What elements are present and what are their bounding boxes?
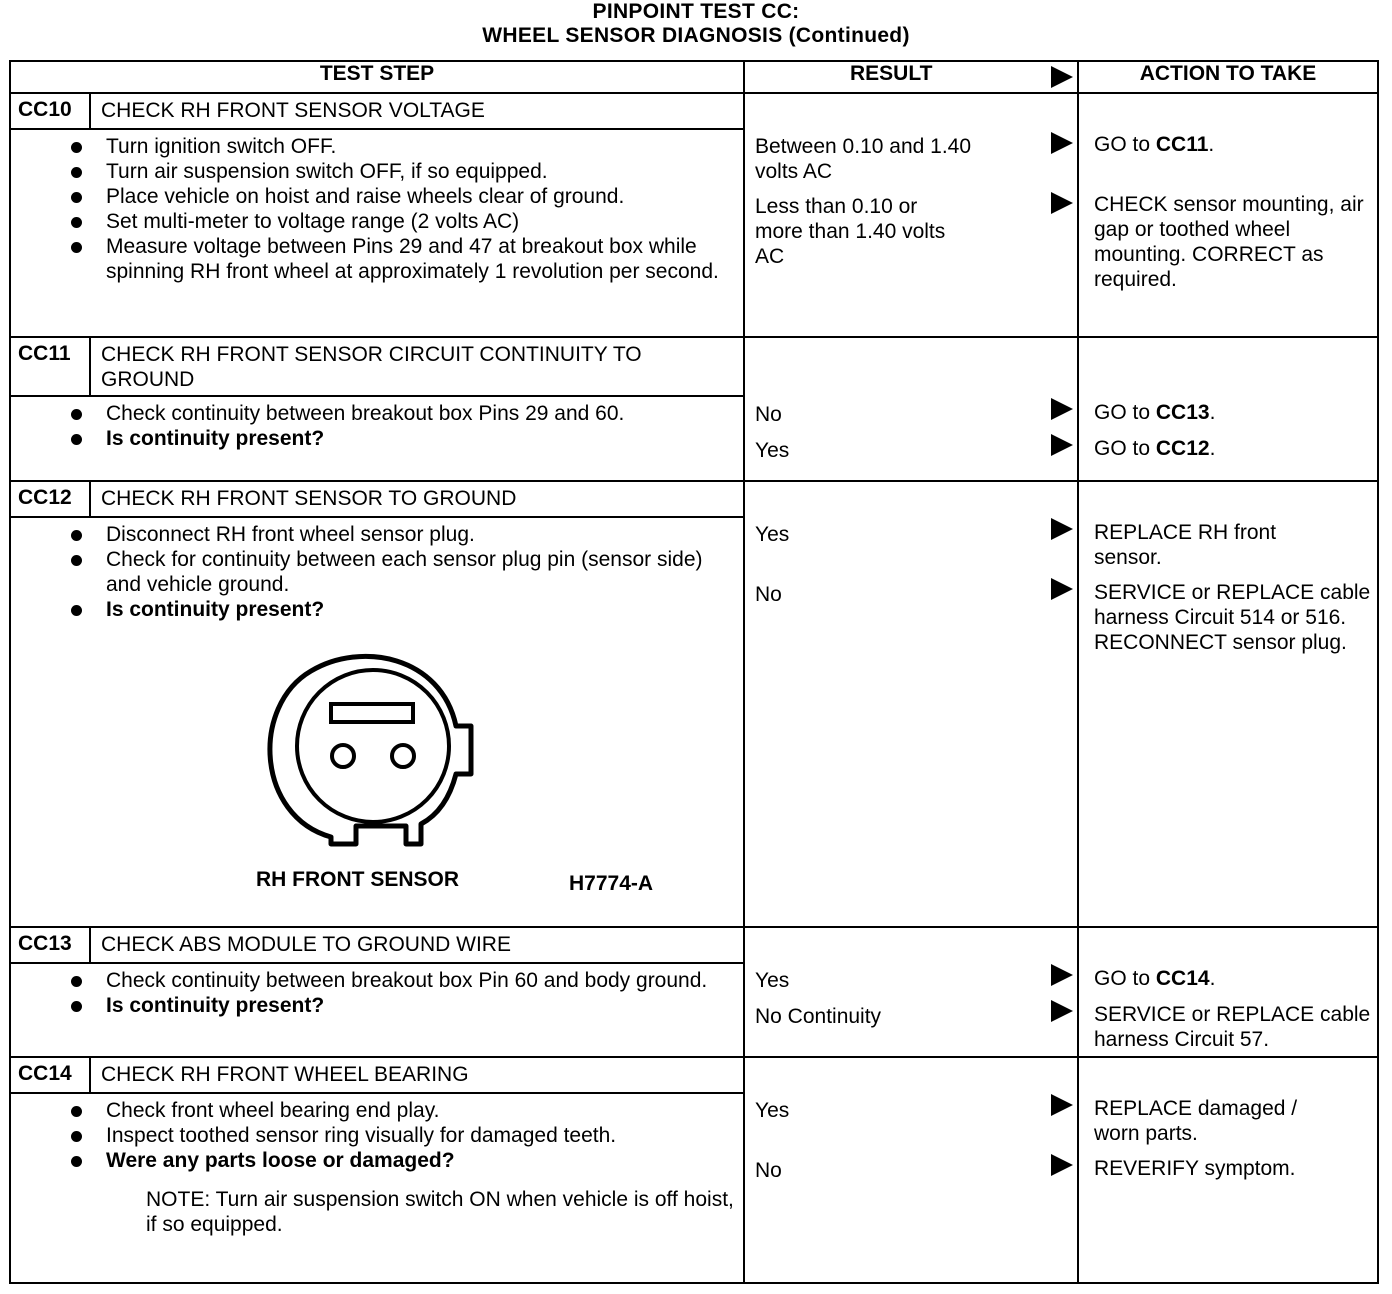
step-id: CC14 bbox=[11, 1058, 91, 1092]
action-cell bbox=[1078, 1057, 1378, 1283]
step-title: CHECK RH FRONT SENSOR TO GROUND bbox=[101, 487, 517, 510]
arrow-right-icon bbox=[1051, 132, 1073, 154]
step-cell-cc12 bbox=[10, 481, 744, 927]
arrow-right-icon bbox=[1051, 578, 1073, 600]
figure-label: RH FRONT SENSOR bbox=[256, 868, 460, 891]
action-cell bbox=[1078, 93, 1378, 337]
result-text: No bbox=[755, 583, 782, 606]
step-header bbox=[11, 94, 743, 130]
list-item: Check continuity between breakout box Pins 29 and 60. bbox=[106, 401, 735, 426]
result-text: Yes bbox=[755, 969, 790, 992]
table-header-row bbox=[10, 61, 1378, 93]
result-text: Less than 0.10 or more than 1.40 volts AC bbox=[755, 195, 946, 268]
step-bullets bbox=[11, 964, 743, 1022]
result-cell bbox=[744, 1057, 1078, 1283]
list-item: Check for continuity between each sensor plug pin (sensor side) and vehicle ground. bbox=[106, 547, 735, 597]
list-item: Place vehicle on hoist and raise wheels clear of ground. bbox=[106, 184, 735, 209]
list-item: Turn air suspension switch OFF, if so equipped. bbox=[106, 159, 735, 184]
action-text: CHECK sensor mounting, air gap or toothed wheel mounting. CORRECT as required. bbox=[1094, 193, 1364, 291]
action-text: GO to CC14. bbox=[1094, 967, 1216, 990]
table-row bbox=[10, 1057, 1378, 1283]
page-subtitle: WHEEL SENSOR DIAGNOSIS (Continued) bbox=[482, 24, 910, 47]
action-text: GO to CC12. bbox=[1094, 437, 1216, 460]
result-text: No Continuity bbox=[755, 1005, 882, 1028]
step-cell-cc11 bbox=[10, 337, 744, 481]
list-item: Were any parts loose or damaged? bbox=[106, 1148, 735, 1173]
list-item: Is continuity present? bbox=[106, 993, 735, 1018]
list-item: Check front wheel bearing end play. bbox=[106, 1098, 735, 1123]
step-header bbox=[11, 338, 743, 397]
table-row bbox=[10, 927, 1378, 1057]
list-item: Inspect toothed sensor ring visually for damaged teeth. bbox=[106, 1123, 735, 1148]
action-text: SERVICE or REPLACE cable harness Circuit 57. bbox=[1094, 1003, 1371, 1051]
step-header bbox=[11, 1058, 743, 1094]
arrow-right-icon bbox=[1051, 1094, 1073, 1116]
result-cell bbox=[744, 927, 1078, 1057]
arrow-right-icon bbox=[1051, 964, 1073, 986]
arrow-right-icon bbox=[1051, 66, 1073, 88]
step-header bbox=[11, 928, 743, 964]
action-text: GO to CC13. bbox=[1094, 401, 1216, 424]
step-title: CHECK RH FRONT SENSOR VOLTAGE bbox=[101, 99, 485, 122]
figure-code: H7774-A bbox=[569, 872, 654, 895]
step-id: CC10 bbox=[11, 94, 91, 128]
step-bullets bbox=[11, 130, 743, 288]
step-note: NOTE: Turn air suspension switch ON when vehicle is off hoist, if so equipped. bbox=[146, 1188, 734, 1236]
action-cell bbox=[1078, 927, 1378, 1057]
arrow-right-icon bbox=[1051, 518, 1073, 540]
step-bullets bbox=[11, 518, 743, 626]
list-item: Check continuity between breakout box Pin 60 and body ground. bbox=[106, 968, 735, 993]
result-cell bbox=[744, 337, 1078, 481]
list-item: Is continuity present? bbox=[106, 597, 735, 622]
list-item: Disconnect RH front wheel sensor plug. bbox=[106, 522, 735, 547]
result-text: Yes bbox=[755, 1099, 790, 1122]
step-cell-cc10 bbox=[10, 93, 744, 337]
arrow-right-icon bbox=[1051, 192, 1073, 214]
sensor-figure bbox=[11, 626, 743, 926]
action-text: GO to CC11. bbox=[1094, 133, 1215, 156]
step-bullets bbox=[11, 1094, 743, 1177]
arrow-right-icon bbox=[1051, 434, 1073, 456]
arrow-right-icon bbox=[1051, 398, 1073, 420]
list-item: Measure voltage between Pins 29 and 47 at breakout box while spinning RH front wheel at approximately 1 revolution per second. bbox=[106, 234, 735, 284]
result-text: Yes bbox=[755, 523, 790, 546]
result-text: Yes bbox=[755, 439, 790, 462]
action-text: REPLACE damaged / worn parts. bbox=[1094, 1097, 1298, 1145]
action-text: REPLACE RH front sensor. bbox=[1094, 521, 1277, 569]
table-row bbox=[10, 337, 1378, 481]
list-item: Is continuity present? bbox=[106, 426, 735, 451]
step-cell-cc14 bbox=[10, 1057, 744, 1283]
col-header-test-step: TEST STEP bbox=[10, 61, 744, 93]
col-header-result bbox=[744, 61, 1078, 93]
list-item: Set multi-meter to voltage range (2 volts AC) bbox=[106, 209, 735, 234]
step-id: CC13 bbox=[11, 928, 91, 962]
col-header-result-label: RESULT bbox=[850, 62, 933, 85]
result-text: Between 0.10 and 1.40 volts AC bbox=[755, 135, 972, 183]
arrow-right-icon bbox=[1051, 1000, 1073, 1022]
action-cell bbox=[1078, 337, 1378, 481]
table-row bbox=[10, 93, 1378, 337]
result-text: No bbox=[755, 403, 782, 426]
step-cell-cc13 bbox=[10, 927, 744, 1057]
action-cell bbox=[1078, 481, 1378, 927]
pinpoint-test-table bbox=[9, 60, 1379, 1284]
step-id: CC12 bbox=[11, 482, 91, 516]
step-title: CHECK ABS MODULE TO GROUND WIRE bbox=[101, 933, 511, 956]
step-bullets bbox=[11, 397, 743, 455]
result-text: No bbox=[755, 1159, 782, 1182]
page-title: PINPOINT TEST CC: bbox=[592, 0, 800, 23]
col-header-action: ACTION TO TAKE bbox=[1078, 61, 1378, 93]
table-row bbox=[10, 481, 1378, 927]
result-cell bbox=[744, 481, 1078, 927]
list-item: Turn ignition switch OFF. bbox=[106, 134, 735, 159]
action-text: SERVICE or REPLACE cable harness Circuit 514 or 516. RECONNECT sensor plug. bbox=[1094, 581, 1371, 654]
step-id: CC11 bbox=[11, 338, 91, 395]
result-cell bbox=[744, 93, 1078, 337]
arrow-right-icon bbox=[1051, 1154, 1073, 1176]
step-title: CHECK RH FRONT SENSOR CIRCUIT CONTINUITY TO GROUND bbox=[101, 343, 642, 391]
step-title: CHECK RH FRONT WHEEL BEARING bbox=[101, 1063, 469, 1086]
action-text: REVERIFY symptom. bbox=[1094, 1157, 1296, 1180]
step-header bbox=[11, 482, 743, 518]
